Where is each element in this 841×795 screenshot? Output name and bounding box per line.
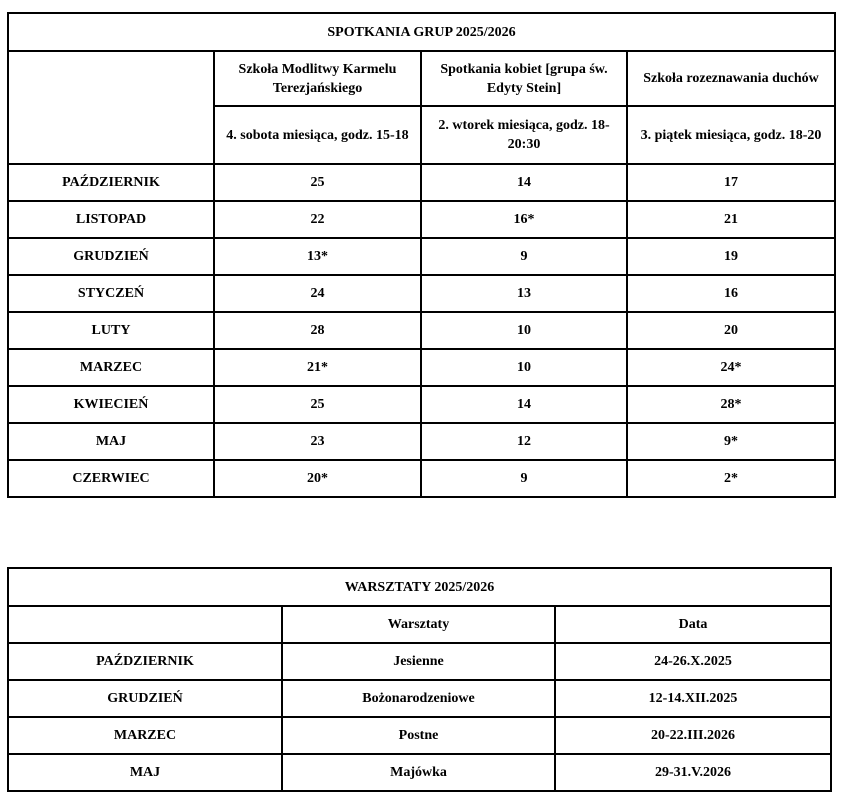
month-label: LUTY bbox=[8, 312, 214, 349]
date-cell: 21 bbox=[627, 201, 835, 238]
month-label: STYCZEŃ bbox=[8, 275, 214, 312]
table-row bbox=[8, 460, 835, 497]
table-row bbox=[8, 754, 831, 791]
table-row bbox=[8, 386, 835, 423]
date-cell: 2* bbox=[627, 460, 835, 497]
date-cell: 10 bbox=[421, 349, 627, 386]
column-header-women-meetings: Spotkania kobiet [grupa św. Edyty Stein] bbox=[421, 51, 627, 106]
table-row bbox=[8, 717, 831, 754]
workshop-date: 12-14.XII.2025 bbox=[555, 680, 831, 717]
month-label: MAJ bbox=[8, 754, 282, 791]
workshops-table-title: WARSZTATY 2025/2026 bbox=[8, 568, 831, 606]
date-cell: 24 bbox=[214, 275, 421, 312]
date-cell: 13* bbox=[214, 238, 421, 275]
table-row bbox=[8, 312, 835, 349]
table-row bbox=[8, 238, 835, 275]
table-row bbox=[8, 423, 835, 460]
column-header-prayer-school: Szkoła Modlitwy Karmelu Terezjańskiego bbox=[214, 51, 421, 106]
date-cell: 12 bbox=[421, 423, 627, 460]
date-cell: 20 bbox=[627, 312, 835, 349]
month-label: GRUDZIEŃ bbox=[8, 680, 282, 717]
column-schedule-women-meetings: 2. wtorek miesiąca, godz. 18-20:30 bbox=[421, 106, 627, 164]
date-cell: 9* bbox=[627, 423, 835, 460]
workshops-table bbox=[7, 567, 832, 792]
month-label: CZERWIEC bbox=[8, 460, 214, 497]
table-row bbox=[8, 349, 835, 386]
date-cell: 10 bbox=[421, 312, 627, 349]
column-schedule-discernment-school: 3. piątek miesiąca, godz. 18-20 bbox=[627, 106, 835, 164]
month-label: GRUDZIEŃ bbox=[8, 238, 214, 275]
date-cell: 17 bbox=[627, 164, 835, 201]
workshop-name: Postne bbox=[282, 717, 555, 754]
month-label: KWIECIEŃ bbox=[8, 386, 214, 423]
date-cell: 16* bbox=[421, 201, 627, 238]
workshop-date: 20-22.III.2026 bbox=[555, 717, 831, 754]
table-row bbox=[8, 164, 835, 201]
workshop-name: Majówka bbox=[282, 754, 555, 791]
month-label: MARZEC bbox=[8, 349, 214, 386]
workshops-corner-cell bbox=[8, 606, 282, 643]
date-cell: 16 bbox=[627, 275, 835, 312]
date-cell: 14 bbox=[421, 164, 627, 201]
workshop-date: 29-31.V.2026 bbox=[555, 754, 831, 791]
table-row bbox=[8, 201, 835, 238]
date-cell: 20* bbox=[214, 460, 421, 497]
month-label: PAŹDZIERNIK bbox=[8, 164, 214, 201]
month-label: PAŹDZIERNIK bbox=[8, 643, 282, 680]
date-cell: 14 bbox=[421, 386, 627, 423]
date-cell: 13 bbox=[421, 275, 627, 312]
date-cell: 22 bbox=[214, 201, 421, 238]
column-header-discernment-school: Szkoła rozeznawania duchów bbox=[627, 51, 835, 106]
date-cell: 28* bbox=[627, 386, 835, 423]
column-header-workshops: Warsztaty bbox=[282, 606, 555, 643]
date-cell: 23 bbox=[214, 423, 421, 460]
workshop-name: Jesienne bbox=[282, 643, 555, 680]
column-schedule-prayer-school: 4. sobota miesiąca, godz. 15-18 bbox=[214, 106, 421, 164]
workshop-name: Bożonarodzeniowe bbox=[282, 680, 555, 717]
groups-table-title: SPOTKANIA GRUP 2025/2026 bbox=[8, 13, 835, 51]
date-cell: 9 bbox=[421, 238, 627, 275]
workshop-date: 24-26.X.2025 bbox=[555, 643, 831, 680]
month-label: LISTOPAD bbox=[8, 201, 214, 238]
groups-corner-cell bbox=[8, 51, 214, 164]
date-cell: 9 bbox=[421, 460, 627, 497]
groups-table bbox=[7, 12, 836, 498]
date-cell: 25 bbox=[214, 386, 421, 423]
table-row bbox=[8, 680, 831, 717]
date-cell: 19 bbox=[627, 238, 835, 275]
date-cell: 24* bbox=[627, 349, 835, 386]
table-row bbox=[8, 275, 835, 312]
date-cell: 25 bbox=[214, 164, 421, 201]
month-label: MAJ bbox=[8, 423, 214, 460]
table-row bbox=[8, 643, 831, 680]
column-header-date: Data bbox=[555, 606, 831, 643]
date-cell: 28 bbox=[214, 312, 421, 349]
date-cell: 21* bbox=[214, 349, 421, 386]
month-label: MARZEC bbox=[8, 717, 282, 754]
